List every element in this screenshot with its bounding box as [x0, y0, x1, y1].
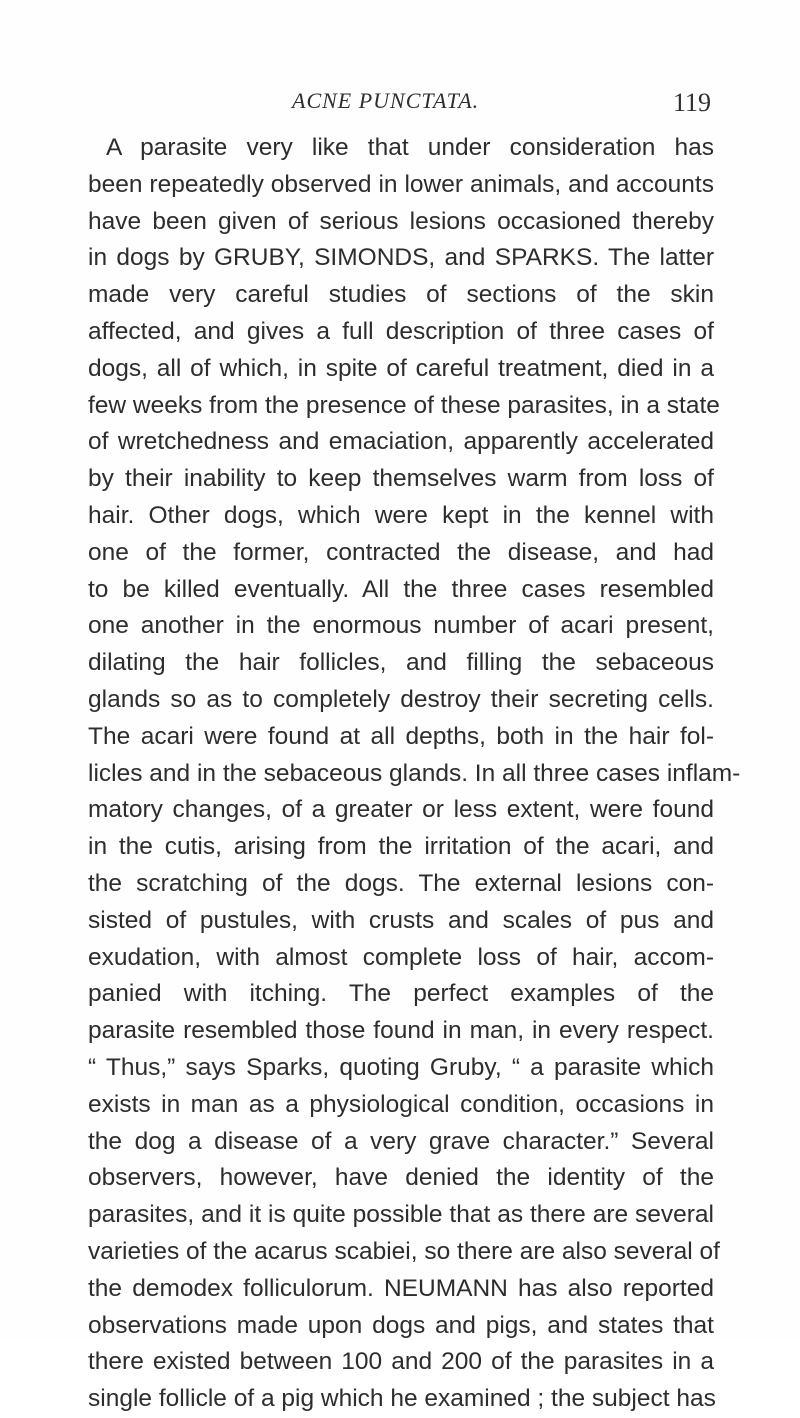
- text-line: glands so as to completely destroy their secreting cells.: [88, 685, 714, 713]
- text-line: to be killed eventually. All the three cases resembled: [88, 575, 714, 603]
- text-line: parasite resembled those found in man, in every respect.: [88, 1017, 714, 1045]
- text-line: exists in man as a physiological condition, occasions in: [88, 1090, 714, 1118]
- text-line: A parasite very like that under consideration has: [106, 134, 714, 161]
- text-line: exudation, with almost complete loss of hair, accom-: [88, 943, 714, 971]
- text-line: observers, however, have denied the identity of the: [88, 1164, 714, 1192]
- text-line: there existed between 100 and 200 of the parasites in a: [88, 1348, 714, 1376]
- text-line: been repeatedly observed in lower animals, and accounts: [88, 170, 714, 198]
- text-line: affected, and gives a full description of three cases of: [88, 317, 714, 345]
- text-line: of wretchedness and emaciation, apparently accelerated: [88, 428, 714, 456]
- text-line: by their inability to keep themselves warm from loss of: [88, 465, 714, 493]
- text-line: one another in the enormous number of acari present,: [88, 612, 714, 640]
- text-line: licles and in the sebaceous glands. In all three cases inflam-: [88, 759, 741, 787]
- text-line: one of the former, contracted the disease, and had: [88, 538, 714, 566]
- text-line: the demodex folliculorum. NEUMANN has also reported: [88, 1274, 714, 1302]
- text-line: parasites, and it is quite possible that as there are several: [88, 1201, 714, 1229]
- text-line: panied with itching. The perfect examples of the: [88, 980, 714, 1008]
- page-number: 119: [673, 88, 712, 117]
- text-line: sisted of pustules, with crusts and scales of pus and: [88, 906, 714, 934]
- text-line: dilating the hair follicles, and filling the sebaceous: [88, 649, 714, 677]
- text-line: The acari were found at all depths, both in the hair fol-: [88, 722, 714, 750]
- text-line: the dog a disease of a very grave character.” Several: [88, 1127, 714, 1155]
- running-title: ACNE PUNCTATA.: [292, 88, 480, 113]
- text-line: have been given of serious lesions occasioned thereby: [88, 207, 714, 235]
- text-line: in the cutis, arising from the irritation of the acari, and: [88, 833, 714, 861]
- body-text: [88, 130, 741, 1418]
- text-line: dogs, all of which, in spite of careful treatment, died in a: [88, 354, 714, 382]
- text-line: in dogs by GRUBY, SIMONDS, and SPARKS. The latter: [88, 244, 714, 272]
- text-line: matory changes, of a greater or less extent, were found: [88, 796, 714, 824]
- text-line: varieties of the acarus scabiei, so there are also several of: [88, 1237, 720, 1265]
- text-line: few weeks from the presence of these parasites, in a state: [88, 391, 720, 419]
- text-line: “ Thus,” says Sparks, quoting Gruby, “ a parasite which: [88, 1053, 714, 1081]
- text-line: the scratching of the dogs. The external lesions con-: [88, 869, 714, 897]
- text-line: hair. Other dogs, which were kept in the kennel with: [88, 501, 714, 529]
- text-line: single follicle of a pig which he examined ; the subject has: [88, 1385, 716, 1413]
- text-line: made very careful studies of sections of the skin: [88, 281, 714, 309]
- running-head: [0, 88, 800, 122]
- text-line: observations made upon dogs and pigs, and states that: [88, 1311, 714, 1339]
